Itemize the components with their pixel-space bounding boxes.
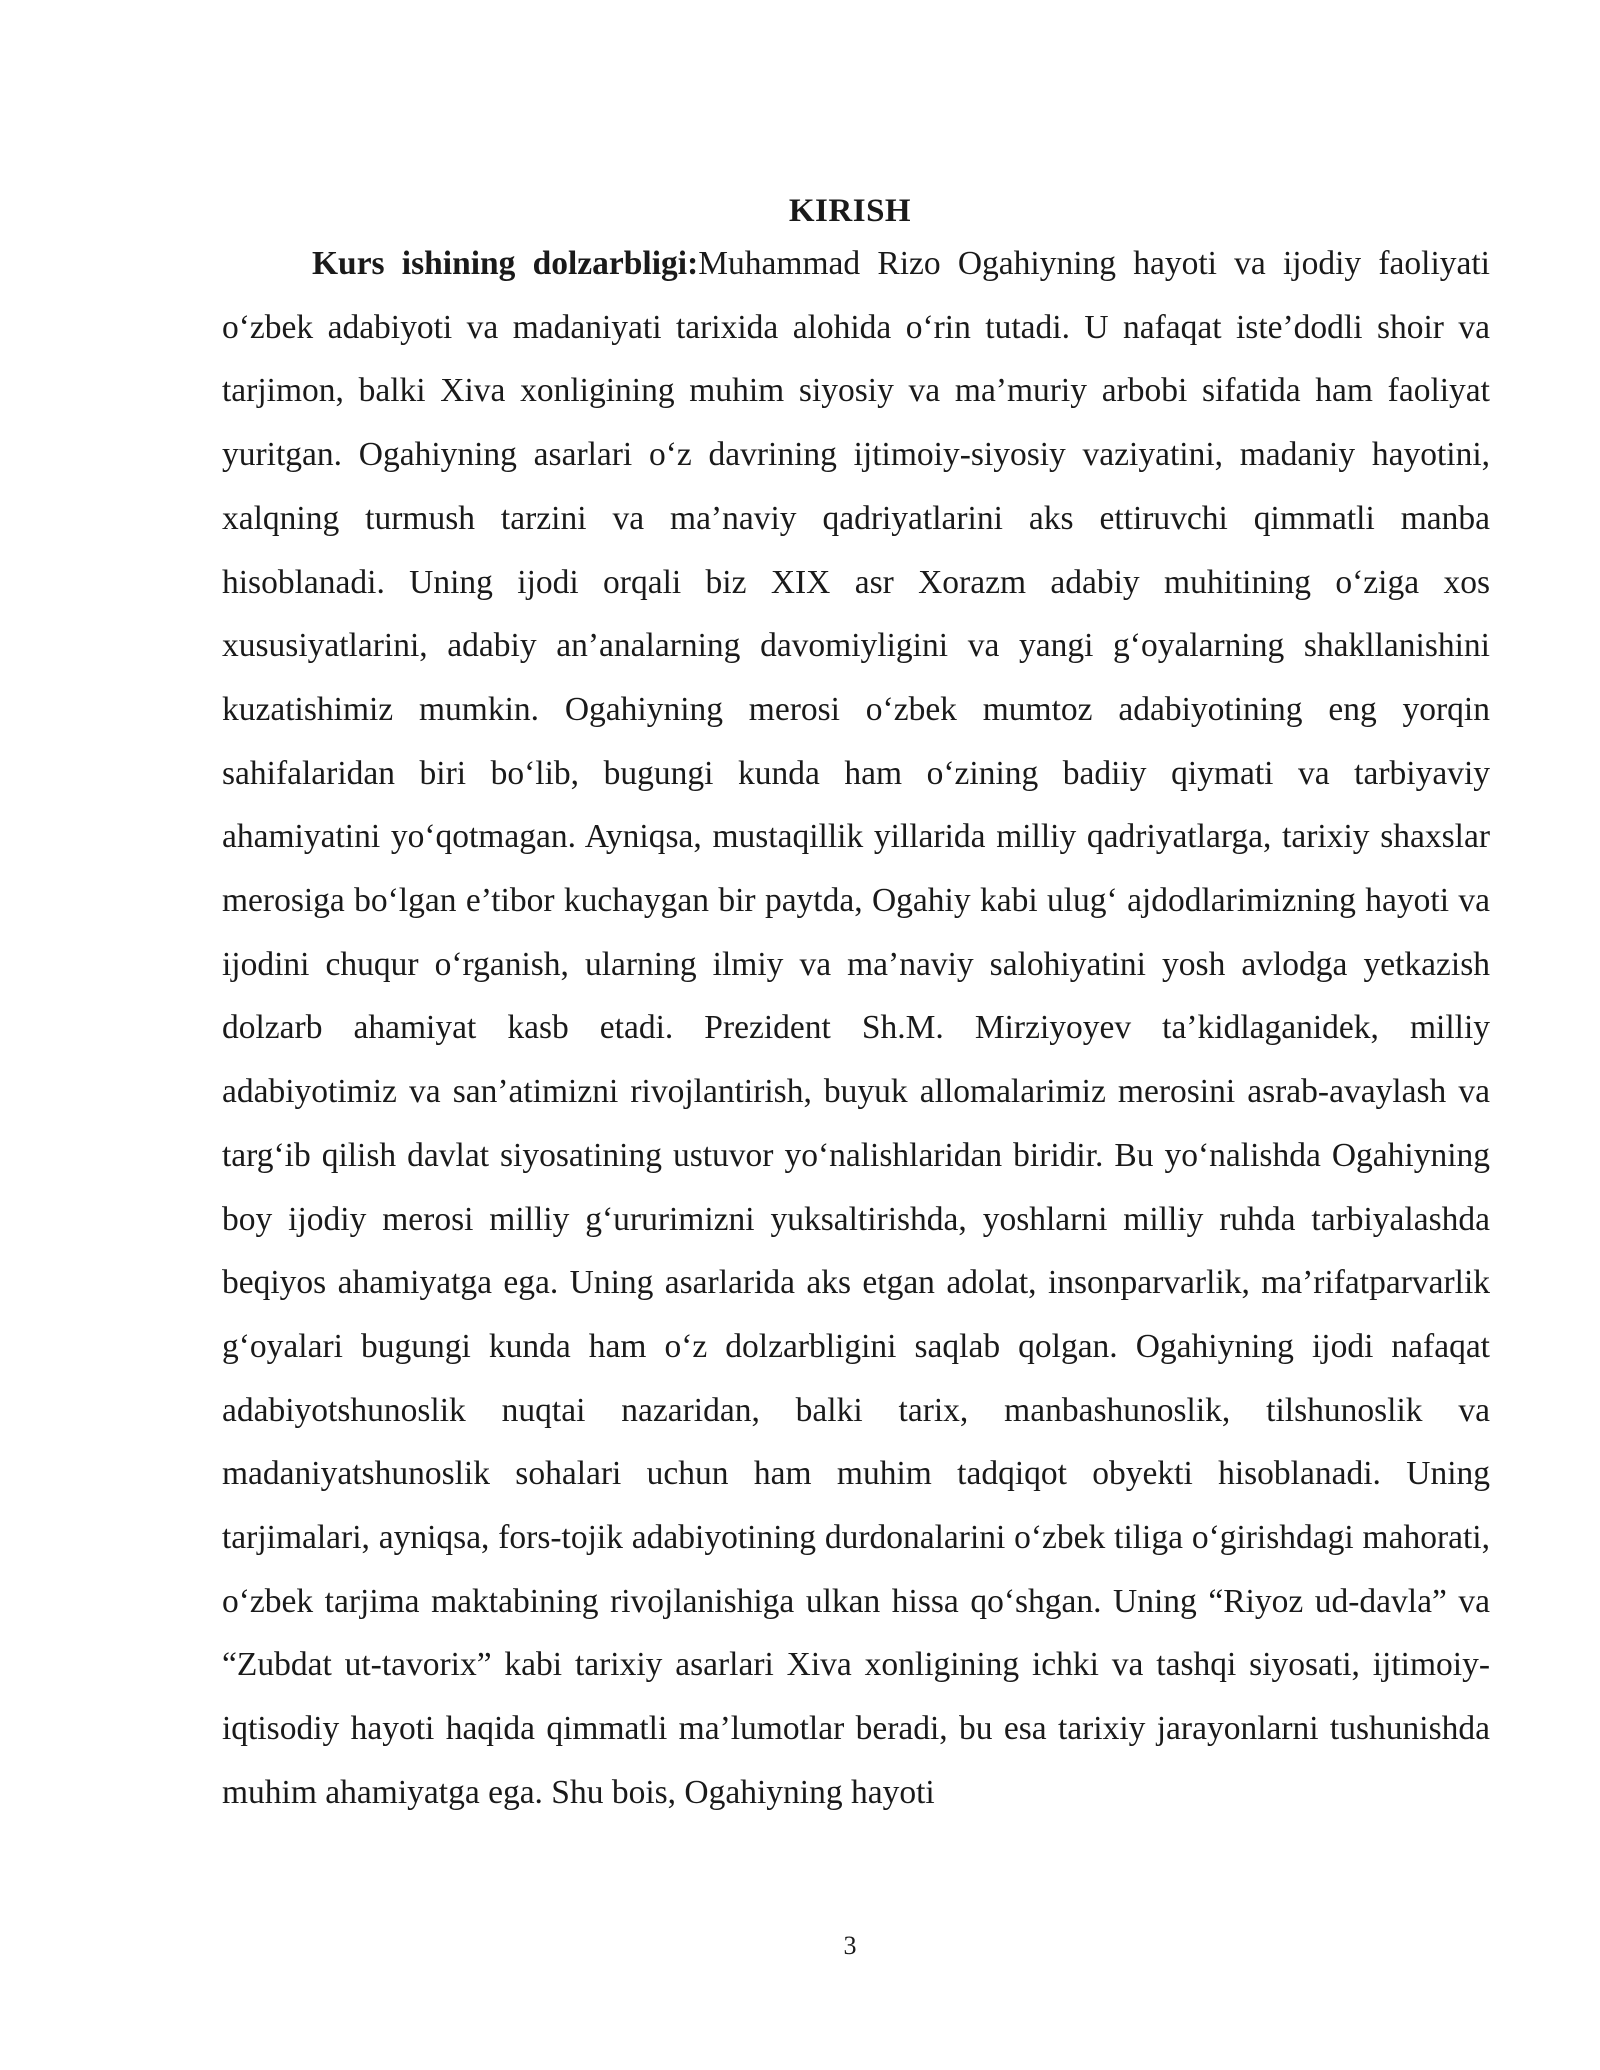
section-heading: KIRISH: [788, 193, 912, 229]
body-paragraph: [222, 232, 1490, 1825]
lead-label: Kurs ishining dolzarbligi:: [312, 245, 699, 282]
paragraph-text: Muhammad Rizo Ogahiyning hayoti va ijodiy faoliyati o‘zbek adabiyoti va madaniyati tarixida alohida o‘rin tutadi. U nafaqat iste’dodli shoir va tarjimon, balki Xiva xonligining muhim siyosiy va ma’muriy arbobi sifatida ham faoliyat yuritgan. Ogahiyning asarlari o‘z davrining ijtimoiy-siyosiy vaziyatini, madaniy hayotini, xalqning turmush tarzini va ma’naviy qadriyatlarini aks ettiruvchi qimmatli manba hisoblanadi. Uning ijodi orqali biz XIX asr Xorazm adabiy muhitining o‘ziga xos xususiyatlarini, adabiy an’analarning davomiyligini va yangi g‘oyalarning shakllanishini kuzatishimiz mumkin. Ogahiyning merosi o‘zbek mumtoz adabiyotining eng yorqin sahifalaridan biri bo‘lib, bugungi kunda ham o‘zining badiiy qiymati va tarbiyaviy ahamiyatini yo‘qotmagan. Ayniqsa, mustaqillik yillarida milliy qadriyatlarga, tarixiy shaxslar merosiga bo‘lgan e’tibor kuchaygan bir paytda, Ogahiy kabi ulug‘ ajdodlarimizning hayoti va ijodini chuqur o‘rganish, ularning ilmiy va ma’naviy salohiyatini yosh avlodga yetkazish dolzarb ahamiyat kasb etadi. Prezident Sh.M. Mirziyoyev ta’kidlaganidek, milliy adabiyotimiz va san’atimizni rivojlantirish, buyuk allomalarimiz merosini asrab-avaylash va targ‘ib qilish davlat siyosatining ustuvor yo‘nalishlaridan biridir. Bu yo‘nalishda Ogahiyning boy ijodiy merosi milliy g‘ururimizni yuksaltirishda, yoshlarni milliy ruhda tarbiyalashda beqiyos ahamiyatga ega. Uning asarlarida aks etgan adolat, insonparvarlik, ma’rifatparvarlik g‘oyalari bugungi kunda ham o‘z dolzarbligini saqlab qolgan. Ogahiyning ijodi nafaqat adabiyotshunoslik nuqtai nazaridan, balki tarix, manbashunoslik, tilshunoslik va madaniyatshunoslik sohalari uchun ham muhim tadqiqot obyekti hisoblanadi. Uning tarjimalari, ayniqsa, fors-tojik adabiyotining durdonalarini o‘zbek tiliga o‘girishdagi mahorati, o‘zbek tarjima maktabining rivojlanishiga ulkan hissa qo‘shgan. Uning “Riyoz ud-davla” va “Zubdat ut-tavorix” kabi tarixiy asarlari Xiva xonligining ichki va tashqi siyosati, ijtimoiy-iqtisodiy hayoti haqida qimmatli ma’lumotlar beradi, bu esa tarixiy jarayonlarni tushunishda muhim ahamiyatga ega. Shu bois, Ogahiyning hayoti: [222, 245, 1490, 1811]
page-number: 3: [843, 1931, 857, 1960]
